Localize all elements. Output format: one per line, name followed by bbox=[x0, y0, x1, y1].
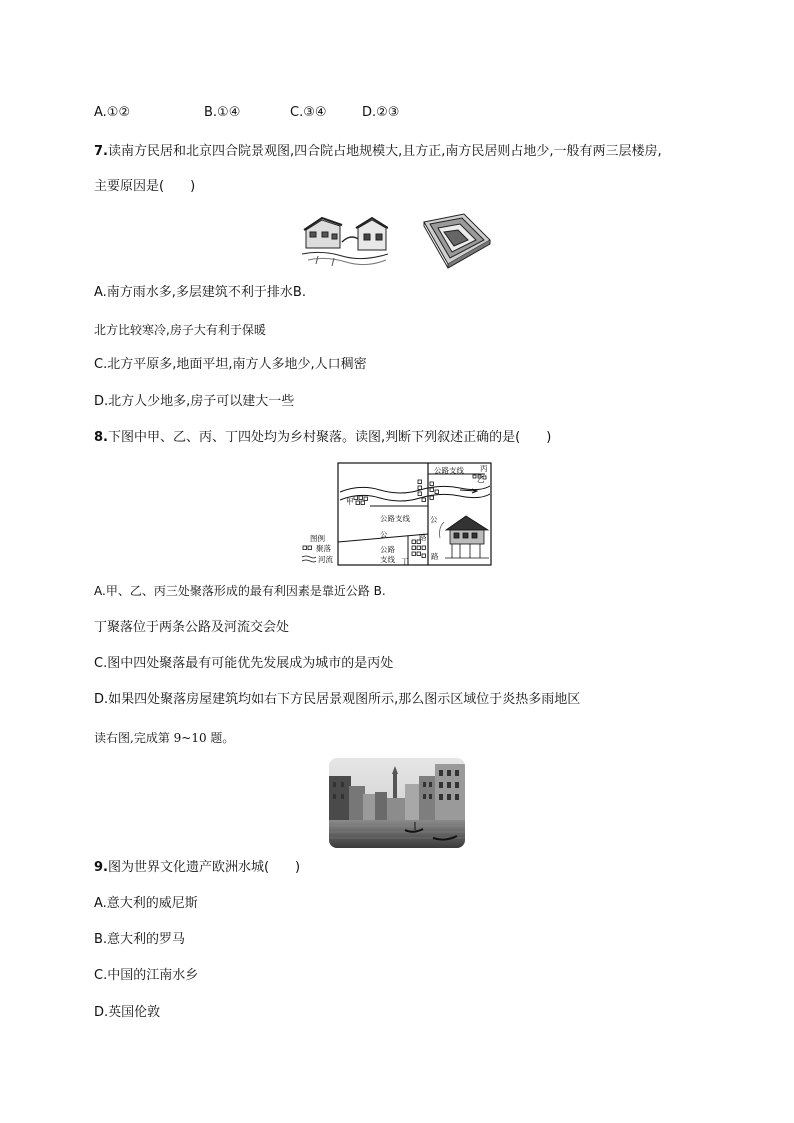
q9-number: 9. bbox=[94, 860, 108, 875]
q6-options bbox=[94, 104, 399, 122]
q9-stem-text: 图为世界文化遗产欧洲水城( ) bbox=[107, 860, 301, 875]
legend-settlement-label: 聚落 bbox=[316, 544, 331, 553]
map-label-yi: 乙 bbox=[477, 475, 485, 484]
passage-intro: 读右图,完成第 9~10 题。 bbox=[94, 731, 235, 745]
map-label-branch-bottom-1: 公路 bbox=[380, 545, 395, 554]
map-label-lu: 路 bbox=[419, 533, 427, 542]
q7-option-d: D.北方人少地多,房子可以建大一些 bbox=[94, 394, 295, 409]
map-label-gong-right: 公 bbox=[430, 515, 438, 524]
q7-stem-text: 读南方民居和北京四合院景观图,四合院占地规模大,且方正,南方民居则占地少,一般有两三层楼房, bbox=[107, 144, 662, 159]
q8-number: 8. bbox=[94, 430, 108, 445]
q7-option-a: A.南方雨水多,多层建筑不利于排水B. bbox=[94, 285, 306, 300]
map-label-branch-top: 公路支线 bbox=[434, 466, 464, 475]
south-residence-figure bbox=[302, 212, 388, 268]
settlement-map bbox=[300, 460, 494, 568]
q7-stem-line1 bbox=[94, 143, 662, 161]
siheyuan-figure bbox=[420, 210, 492, 270]
map-label-jia: 甲 bbox=[346, 497, 354, 506]
map-label-branch-bottom-2: 支线 bbox=[380, 555, 395, 564]
map-label-ding: 丁 bbox=[401, 557, 409, 566]
q9-stem bbox=[94, 859, 300, 877]
map-label-lu2: 路 bbox=[431, 552, 439, 561]
q9-option-a: A.意大利的威尼斯 bbox=[94, 896, 198, 911]
q9-option-c: C.中国的江南水乡 bbox=[94, 968, 199, 983]
map-label-gong-left: 公 bbox=[380, 530, 388, 539]
q7-number: 7. bbox=[94, 144, 108, 159]
q6-option-a: A.①② bbox=[94, 105, 131, 120]
legend-title: 图例 bbox=[310, 534, 325, 543]
q6-option-c: C.③④ bbox=[290, 105, 327, 120]
q7-option-c: C.北方平原多,地面平坦,南方人多地少,人口稠密 bbox=[94, 357, 367, 372]
legend-settlement-symbol bbox=[303, 546, 312, 550]
q9-option-b: B.意大利的罗马 bbox=[94, 932, 186, 947]
q9-option-d: D.英国伦敦 bbox=[94, 1005, 161, 1020]
q8-option-d: D.如果四处聚落房屋建筑均如右下方民居景观图所示,那么图示区域位于炎热多雨地区 bbox=[94, 692, 581, 707]
q8-option-c: C.图中四处聚落最有可能优先发展成为城市的是丙处 bbox=[94, 656, 394, 671]
venice-photo bbox=[329, 758, 465, 848]
legend-river-label: 河流 bbox=[318, 555, 333, 564]
q7-stem-line2: 主要原因是( ) bbox=[94, 179, 196, 194]
q8-stem bbox=[94, 429, 551, 447]
q8-stem-text: 下图中甲、乙、丙、丁四处均为乡村聚落。读图,判断下列叙述正确的是( ) bbox=[107, 430, 552, 445]
legend-river-symbol bbox=[302, 556, 316, 562]
map-label-branch-mid: 公路支线 bbox=[380, 514, 410, 523]
q8-option-b: 丁聚落位于两条公路及河流交会处 bbox=[94, 620, 290, 635]
q6-option-d: D.②③ bbox=[362, 105, 400, 120]
q6-option-b: B.①④ bbox=[204, 105, 241, 120]
q7-option-b: 北方比较寒冷,房子大有利于保暖 bbox=[94, 323, 266, 337]
map-label-bing: 丙 bbox=[480, 464, 488, 473]
q8-option-a: A.甲、乙、丙三处聚落形成的最有利因素是靠近公路 B. bbox=[94, 584, 386, 598]
